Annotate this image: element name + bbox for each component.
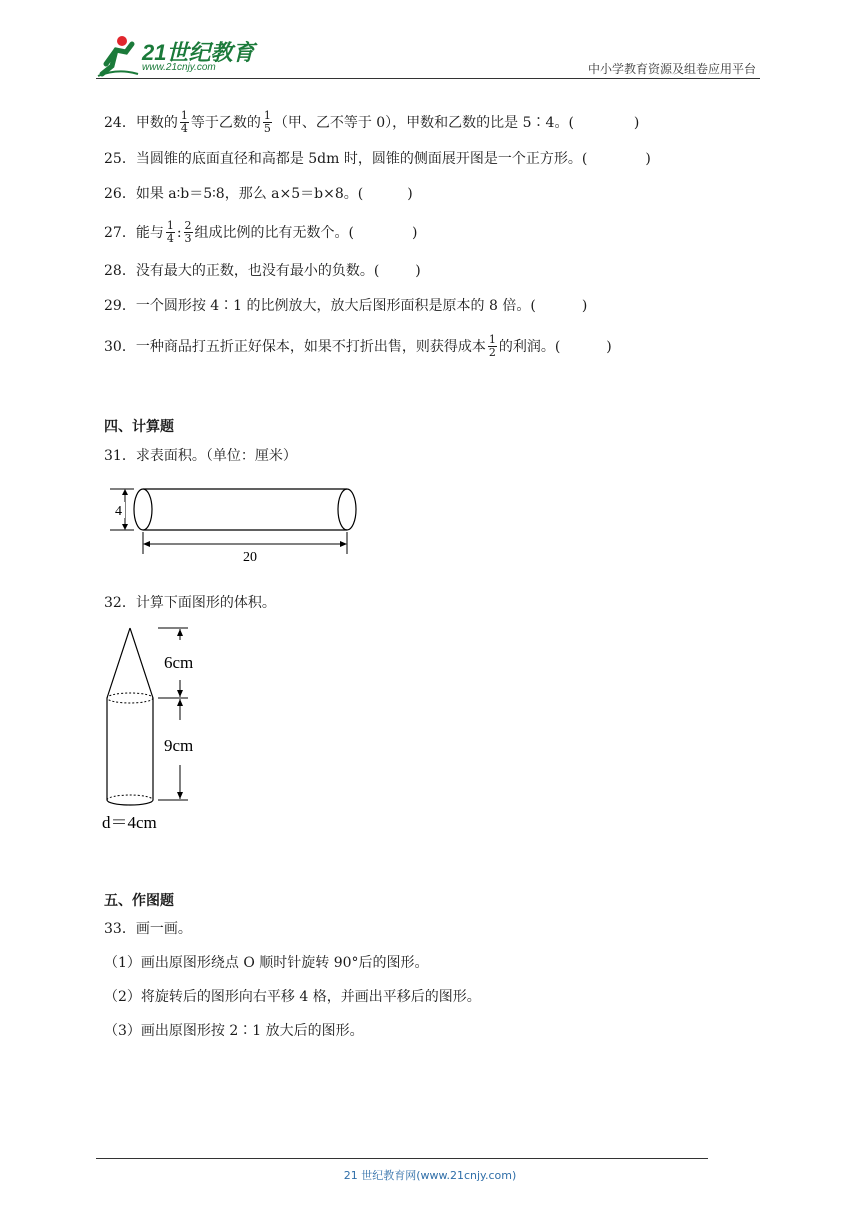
section-title-4: 四、计算题: [104, 419, 174, 435]
question-text: 组成比例的比有无数个。(: [194, 224, 355, 241]
question-33-part-2: （2）将旋转后的图形向右平移 4 格，并画出平移后的图形。: [104, 989, 481, 1005]
cylinder-bottom-front: [107, 800, 153, 805]
runner-logo-icon: [96, 34, 140, 78]
question-text: 一个圆形按 4∶1 的比例放大，放大后图形面积是原本的 8 倍。(: [135, 298, 536, 314]
question-33: [104, 918, 192, 938]
fraction: $\frac{1}{2}$: [488, 333, 496, 360]
question-29: 29． 一个圆形按 4∶1 的比例放大，放大后图形面积是原本的 8 倍。( ): [104, 298, 588, 314]
question-text: 一种商品打五折正好保本，如果不打折出售，则获得成本: [135, 338, 486, 355]
diameter-label: d＝4cm: [102, 813, 157, 832]
arrow-down-icon: [177, 792, 183, 799]
question-text: 求表面积。（单位：厘米）: [135, 448, 297, 464]
question-number: 32．: [104, 595, 136, 611]
question-number: 30．: [104, 338, 136, 355]
question-text: 能与: [135, 224, 164, 241]
question-text: 当圆锥的底面直径和高都是 5dm 时，圆锥的侧面展开图是一个正方形。(: [135, 151, 588, 167]
question-31: [104, 445, 297, 465]
cylinder-left-end: [134, 489, 152, 530]
cylinder-height-label: 9cm: [164, 736, 194, 755]
question-text: 画一画。: [135, 921, 192, 937]
question-33-part-3: （3）画出原图形按 2∶1 放大后的图形。: [104, 1023, 364, 1039]
cylinder-figure: [110, 480, 370, 570]
logo-url: www.21cnjy.com: [142, 62, 216, 73]
question-text: 等于乙数的: [190, 114, 261, 131]
site-name: 中小学教育资源及组卷应用平台: [587, 62, 756, 76]
question-number: 28．: [104, 263, 136, 279]
question-number: 33．: [104, 921, 136, 937]
fraction: $\frac{2}{3}$: [184, 219, 192, 246]
footer-link[interactable]: 21 世纪教育网(www.21cnjy.com): [343, 1169, 517, 1182]
question-text: 如果 a∶b＝5∶8，那么 a×5＝b×8。(: [135, 186, 364, 202]
question-number: 29．: [104, 298, 136, 314]
footer-divider: [96, 1158, 708, 1159]
arrow-right-icon: [340, 541, 347, 547]
arrow-up-icon: [122, 489, 128, 495]
question-number: 26．: [104, 186, 136, 202]
question-33-part-1: （1）画出原图形绕点 O 顺时针旋转 90°后的图形。: [104, 955, 429, 971]
question-number: 24．: [104, 114, 136, 131]
question-24: 24． 甲数的 $\frac{1}{4}$ 等于乙数的 $\frac{1}{5}$ （甲、乙不等于 0），甲数和乙数的比是 5∶4。( ): [104, 109, 640, 136]
question-25: 25． 当圆锥的底面直径和高都是 5dm 时，圆锥的侧面展开图是一个正方形。( ): [104, 151, 651, 167]
length-label: 20: [243, 550, 257, 565]
header-divider: [96, 78, 760, 79]
question-text: 甲数的: [135, 114, 178, 131]
logo-text: 21世纪教育: [142, 40, 255, 65]
cylinder-bottom-back: [107, 795, 153, 800]
question-30: 30． 一种商品打五折正好保本，如果不打折出售，则获得成本 $\frac{1}{2}$ 的利润。( ): [104, 333, 612, 360]
diameter-label: 4: [115, 504, 122, 519]
arrow-up-icon: [177, 699, 183, 706]
question-number: 27．: [104, 224, 136, 241]
arrow-down-icon: [177, 690, 183, 697]
question-text: 计算下面图形的体积。: [135, 595, 276, 611]
site-logo: [96, 34, 266, 80]
section-title-5: 五、作图题: [104, 893, 174, 909]
arrow-down-icon: [122, 524, 128, 530]
cone-left-edge: [107, 628, 130, 698]
question-number: 25．: [104, 151, 136, 167]
cylinder-right-end: [338, 489, 356, 530]
question-number: 31．: [104, 448, 136, 464]
question-28: 28． 没有最大的正数，也没有最小的负数。( ): [104, 263, 421, 279]
cone-cylinder-figure: [100, 620, 220, 838]
question-text: （甲、乙不等于 0），甲数和乙数的比是 5∶4。(: [273, 114, 574, 131]
fraction: $\frac{1}{5}$: [263, 109, 271, 136]
question-26: 26． 如果 a∶b＝5∶8，那么 a×5＝b×8。( ): [104, 186, 413, 202]
cone-height-label: 6cm: [164, 653, 194, 672]
cylinder-top-base: [107, 693, 153, 703]
question-27: 27． 能与 $\frac{1}{4}$ : $\frac{2}{3}$ 组成比例的比有无数个。( ): [104, 219, 418, 246]
arrow-left-icon: [143, 541, 150, 547]
question-text: 的利润。(: [498, 338, 561, 355]
question-32: [104, 592, 276, 612]
fraction: $\frac{1}{4}$: [180, 109, 188, 136]
cone-right-edge: [130, 628, 153, 698]
question-text: 没有最大的正数，也没有最小的负数。(: [135, 263, 380, 279]
fraction: $\frac{1}{4}$: [166, 219, 174, 246]
arrow-up-icon: [177, 629, 183, 636]
